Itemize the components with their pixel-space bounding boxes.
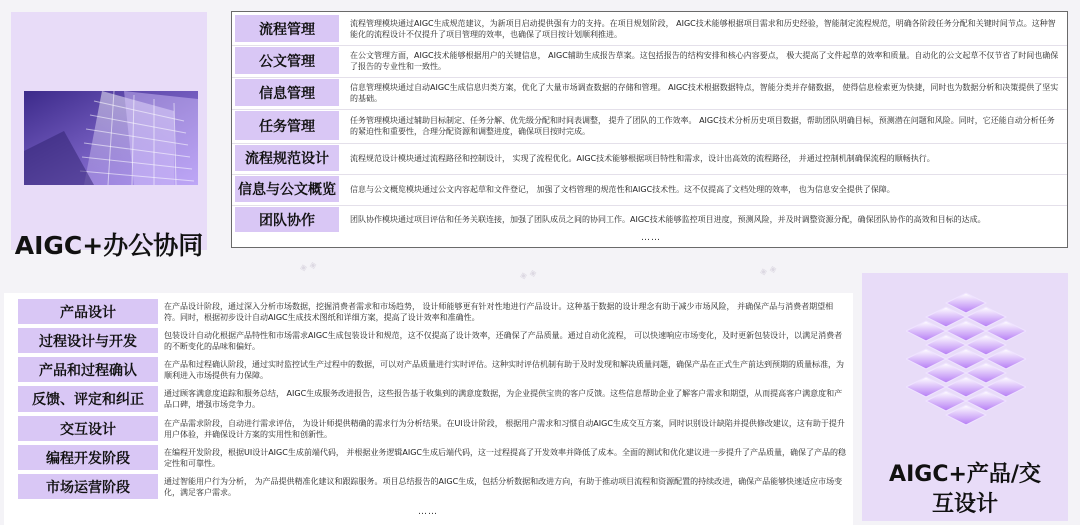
row-label: 任务管理 [235,111,339,140]
more-ellipsis: …… [418,507,438,517]
table-row [232,13,1067,44]
watermark: ◈ ◈ [299,260,318,274]
table-row [8,355,853,384]
row-description: 通过顾客满意度追踪和服务总结， AIGC生成服务改进报告，这些报告基于收集到的满意度数据，为企业提供宝贵的客户反馈。这些信息帮助企业了解客户需求和期望，从而提高客户满意度和产品口碑，增强市场竞争力。 [164,389,843,409]
product-design-table [8,297,853,525]
table-row [232,143,1067,173]
table-row [8,443,853,472]
title-line: AIGC+产品/交 [889,462,1041,487]
row-label: 信息管理 [235,79,339,106]
product-design-panel [4,293,853,525]
office-collab-title: AIGC+办公协同 [14,231,204,260]
more-ellipsis: …… [641,233,661,243]
table-row [232,205,1067,234]
table-row [8,326,853,355]
row-label: 公文管理 [235,47,339,74]
table-row [8,414,853,443]
row-description: 在产品需求阶段，自动进行需求评估， 为设计师提供精确的需求行为分析结果。在UI设计阶段， 根据用户需求和习惯自动AIGC生成交互方案，同时识别设计缺陷并提供修改建议，这有助于提升用户体验，并确保设计方案的实用性和创新性。 [164,418,845,439]
row-description: 包装设计自动化根据产品特性和市场需求AIGC生成包装设计和规范，这不仅提高了设计效率，还确保了产品质量。通过自动化流程， 可以快速响应市场变化，及时更新包装设计，以满足消费者的不断变化的品味和偏好。 [164,330,843,351]
row-label: 流程规范设计 [235,145,339,171]
row-description: 在编程开发阶段，根据UI设计AIGC生成前端代码， 并根据业务逻辑AIGC生成后端代码，这一过程提高了开发效率并降低了成本。全面的测试和优化建议进一步提升了产品质量，确保了产品的稳定性和可靠性。 [164,447,846,468]
row-description: 团队协作模块通过项目评估和任务关联连接，加强了团队成员之间的协同工作。AIGC技术能够监控项目进度，预测风险，并及时调整资源分配，确保团队协作的高效和目标的达成。 [350,215,986,224]
row-description: 通过智能用户行为分析， 为产品提供精准化建议和跟踪服务。项目总结报告的AIGC生成，包括分析数据和改进方向，有助于推动项目流程和资源配置的持续改进，确保产品能够快速适应市场变化，满足客户需求。 [164,476,843,497]
row-label: 团队协作 [235,207,339,232]
row-description: 信息管理模块通过自动AIGC生成信息归类方案，优化了大量市场调查数据的存储和管理。 AIGC技术根据数据特点，智能分类并存储数据， 使得信息检索更为快捷，同时也为数据分析和决策提供了坚实的基础。 [350,82,1059,103]
office-collab-card [11,12,207,260]
row-description: 流程管理模块通过AIGC生成规范建议，为新项目启动提供强有力的支持。在项目规划阶段， AIGC技术能够根据项目需求和历史经验，智能制定流程规范，明确各阶段任务分配和关键时间节点。这种智能化的流程设计不仅提升了项目管理的效率，也确保了项目按计划顺利推进。 [350,18,1056,39]
row-description: 流程规范设计模块通过流程路径和控制设计， 实现了流程优化。AIGC技术能够根据项目特性和需求，设计出高效的流程路径， 并通过控制机制确保流程的顺畅执行。 [350,153,935,163]
row-label: 编程开发阶段 [18,445,158,470]
table-row [8,472,853,501]
row-label: 产品和过程确认 [18,357,158,382]
table-row [8,384,853,414]
row-description: 在产品和过程确认阶段，通过实时监控试生产过程中的数据，可以对产品质量进行实时评估。这种实时评估机制有助于及时发现和解决质量问题，确保产品在正式生产前达到预期的质量标准，为顺利进入市场提供有力保障。 [164,359,844,380]
table-row [232,174,1067,204]
row-description: 在产品设计阶段，通过深入分析市场数据，挖掘消费者需求和市场趋势， 设计师能够更有针对性地进行产品设计。这种基于数据的设计理念有助于减少市场风险， 并确保产品与消费者期望相符。同时，根据初步设计自动AIGC生成技术图纸和详细方案，提高了设计效率和准确性。 [164,301,834,322]
product-design-title [862,460,1068,520]
row-label: 信息与公文概览 [235,176,339,202]
building-image [24,91,198,185]
row-label: 反馈、评定和纠正 [18,386,158,412]
table-row [232,109,1067,142]
product-design-card [862,273,1068,521]
row-label: 交互设计 [18,416,158,441]
table-row [8,297,853,326]
row-description: 信息与公文概览模块通过公文内容起草和文件登记， 加强了文档管理的规范性和AIGC技术性。这不仅提高了文档处理的效率， 也为信息安全提供了保障。 [350,184,895,194]
row-label: 产品设计 [18,299,158,324]
row-description: 任务管理模块通过辅助目标制定、任务分解、优先级分配和时间表调整， 提升了团队的工作效率。 AIGC技术分析历史项目数据，帮助团队明确目标，预测潜在问题和风险。同时，它还能自动分析任务的紧迫性和重要性，合理分配资源和调整进度，确保项目按时完成。 [350,115,1055,136]
watermark: ◈ ◈ [519,268,538,282]
row-description: 在公文管理方面，AIGC技术能够根据用户的关键信息， AIGC辅助生成报告草案。这包括报告的结构安排和核心内容要点， 极大提高了文件起草的效率和质量。自动化的公文起草不仅节省了时间也确保了报告的专业性和一致性。 [350,50,1059,71]
cube-stack-icon [906,289,1026,429]
office-collab-table [231,11,1068,248]
row-label: 流程管理 [235,15,339,42]
watermark: ◈ ◈ [759,264,778,278]
row-label: 市场运营阶段 [18,474,158,499]
title-line: 互设计 [931,492,998,517]
table-row [232,77,1067,108]
row-label: 过程设计与开发 [18,328,158,353]
table-row [232,45,1067,76]
